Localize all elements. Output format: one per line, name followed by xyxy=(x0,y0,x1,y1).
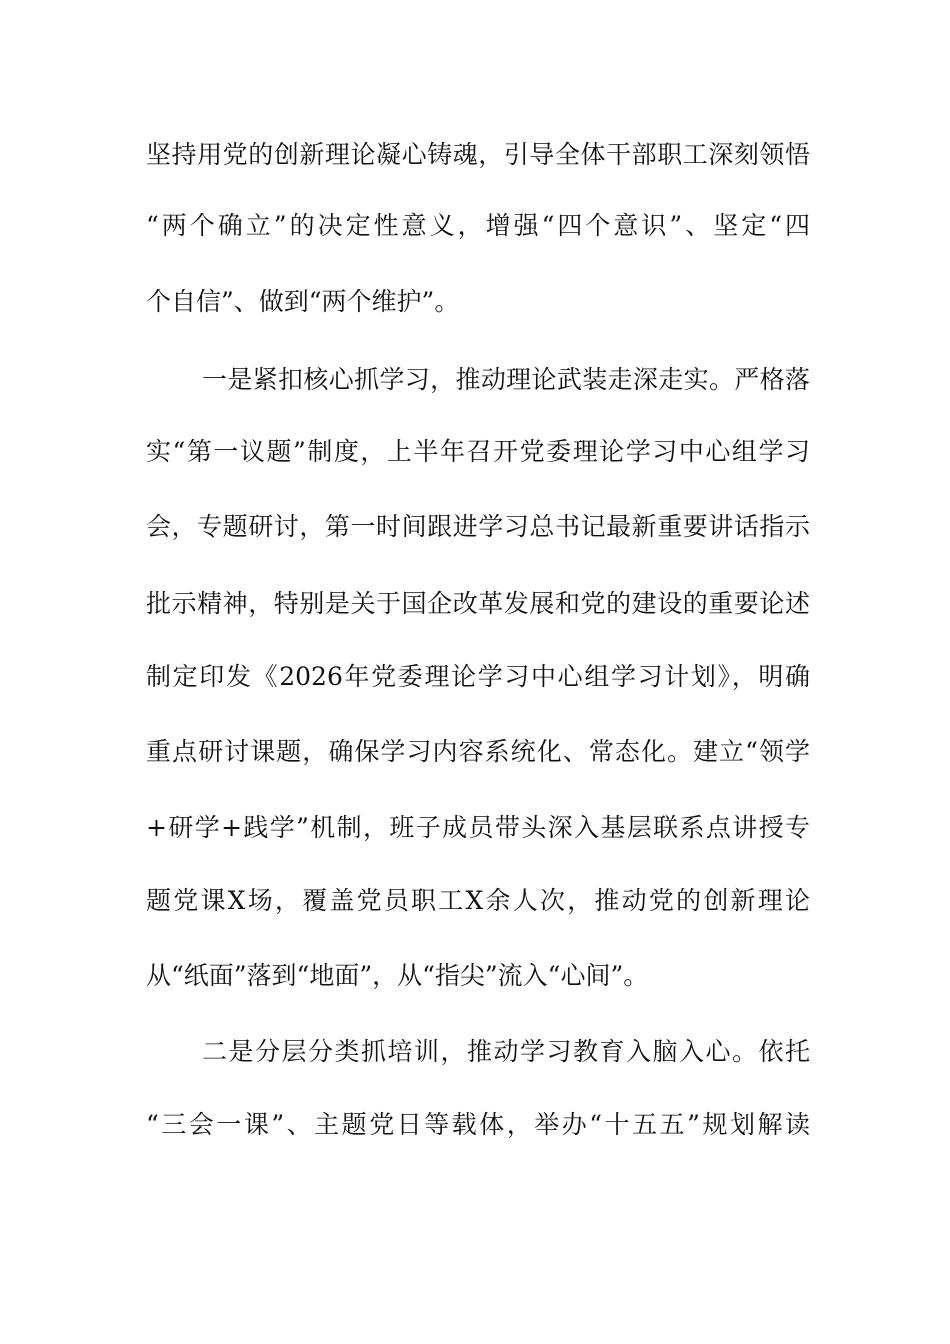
text-line-3: 个自信”、做到“两个维护”。 xyxy=(146,287,460,316)
paragraph-1-line-6: 重点研讨课题，确保学习内容系统化、常态化。建立“领学 xyxy=(146,737,810,766)
paragraph-1-line-7: +研学+践学”机制，班子成员带头深入基层联系点讲授专 xyxy=(146,813,810,842)
paragraph-1-line-5: 制定印发《2026年党委理论学习中心组学习计划》，明确 xyxy=(146,662,810,691)
paragraph-1-line-2: 实“第一议题”制度，上半年召开党委理论学习中心组学习 xyxy=(146,437,810,466)
paragraph-1-line-8: 题党课X场，覆盖党员职工X余人次，推动党的创新理论 xyxy=(146,886,810,915)
paragraph-1-line-1: 一是紧扣核心抓学习，推动理论武装走深走实。严格落 xyxy=(202,365,810,394)
paragraph-2-line-2: “三会一课”、主题党日等载体，举办“十五五”规划解读 xyxy=(146,1110,810,1139)
text-line-2: “两个确立”的决定性意义，增强“四个意识”、坚定“四 xyxy=(146,211,810,240)
paragraph-1-line-4: 批示精神，特别是关于国企改革发展和党的建设的重要论述 xyxy=(146,589,810,618)
paragraph-1-line-3: 会，专题研讨，第一时间跟进学习总书记最新重要讲话指示 xyxy=(146,512,810,541)
text-line-1: 坚持用党的创新理论凝心铸魂，引导全体干部职工深刻领悟 xyxy=(146,140,810,169)
paragraph-1-line-9: 从“纸面”落到“地面”，从“指尖”流入“心间”。 xyxy=(146,961,649,990)
paragraph-2-line-1: 二是分层分类抓培训，推动学习教育入脑入心。依托 xyxy=(202,1037,810,1066)
